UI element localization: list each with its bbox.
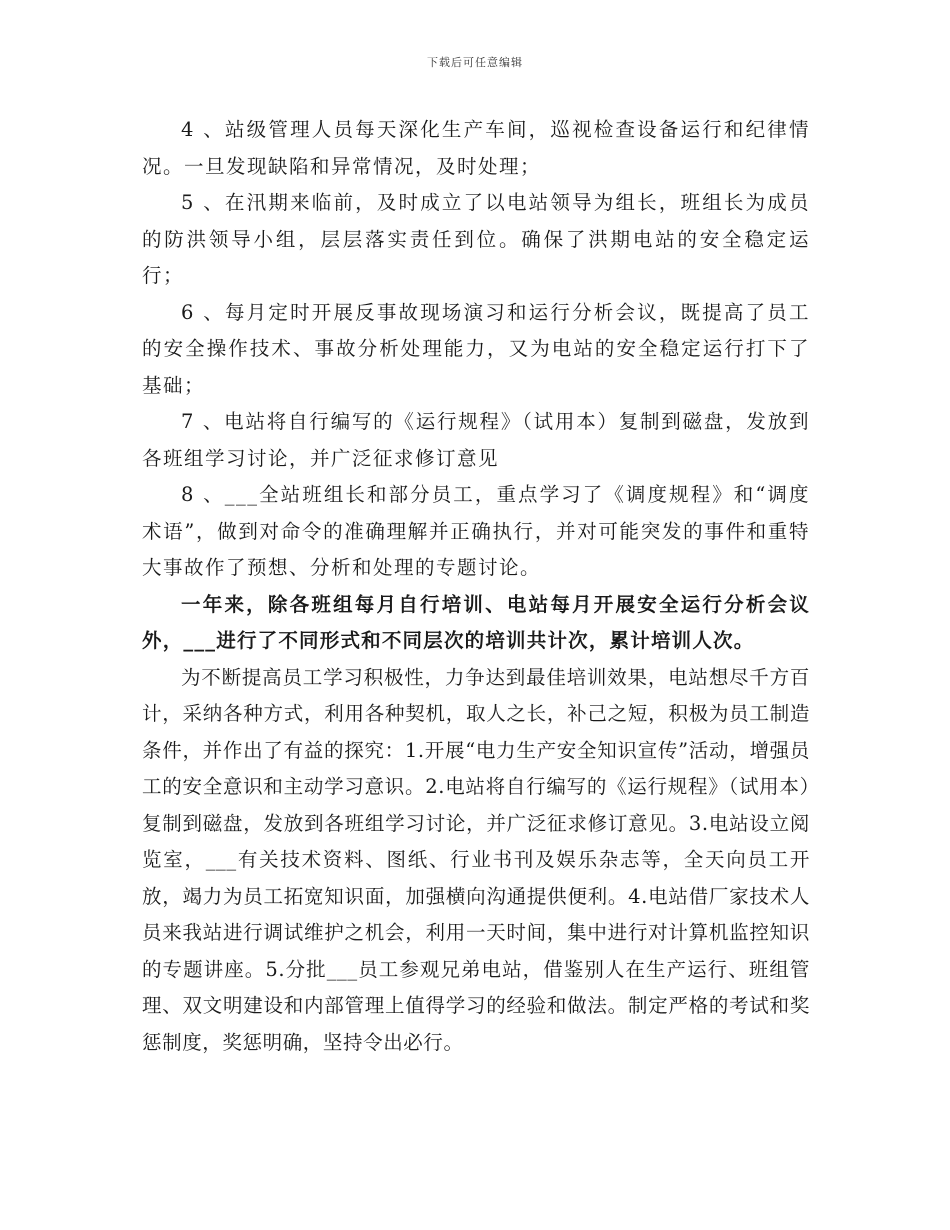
- paragraph-item-8: 8 、___全站班组长和部分员工，重点学习了《调度规程》和“调度术语”，做到对命令的准确理解并正确执行，并对可能突发的事件和重特大事故作了预想、分析和处理的专题讨论。: [142, 483, 810, 579]
- page-header: 下载后可任意编辑: [427, 56, 523, 69]
- paragraph-item-6: 6 、每月定时开展反事故现场演习和运行分析会议，既提高了员工的安全操作技术、事故分析处理能力，又为电站的安全稳定运行打下了基础；: [142, 300, 810, 397]
- paragraph-item-5: 5 、在汛期来临前，及时成立了以电站领导为组长，班组长为成员的防洪领导小组，层层落实责任到位。确保了洪期电站的安全稳定运行；: [142, 191, 810, 287]
- paragraph-training-summary: 一年来，除各班组每月自行培训、电站每月开展安全运行分析会议外，___进行了不同形式和不同层次的培训共计次，累计培训人次。: [142, 592, 810, 652]
- paragraph-item-4: 4 、站级管理人员每天深化生产车间，巡视检查设备运行和纪律情况。一旦发现缺陷和异常情况，及时处理；: [142, 118, 810, 178]
- paragraph-training-measures: 为不断提高员工学习积极性，力争达到最佳培训效果，电站想尽千方百计，采纳各种方式，利用各种契机，取人之长，补己之短，积极为员工制造条件，并作出了有益的探究：1.开展“电力生产安全知识宣传”活动，增强员工的安全意识和主动学习意识。2.电站将自行编写的《运行规程》（试用本）复制到磁盘，发放到各班组学习讨论，并广泛征求修订意见。3.电站设立阅览室，___有关技术资料、图纸、行业书刊及娱乐杂志等，全天向员工开放，竭力为员工拓宽知识面，加强横向沟通提供便利。4.电站借厂家技术人员来我站进行调试维护之机会，利用一天时间，集中进行对计算机监控知识的专题讲座。5.分批___员工参观兄弟电站，借鉴别人在生产运行、班组管理、双文明建设和内部管理上值得学习的经验和做法。制定严格的考试和奖惩制度，奖惩明确，坚持令出必行。: [142, 665, 810, 1054]
- document-body: [142, 112, 810, 1061]
- paragraph-item-7: 7 、电站将自行编写的《运行规程》（试用本）复制到磁盘，发放到各班组学习讨论，并广泛征求修订意见: [142, 410, 810, 470]
